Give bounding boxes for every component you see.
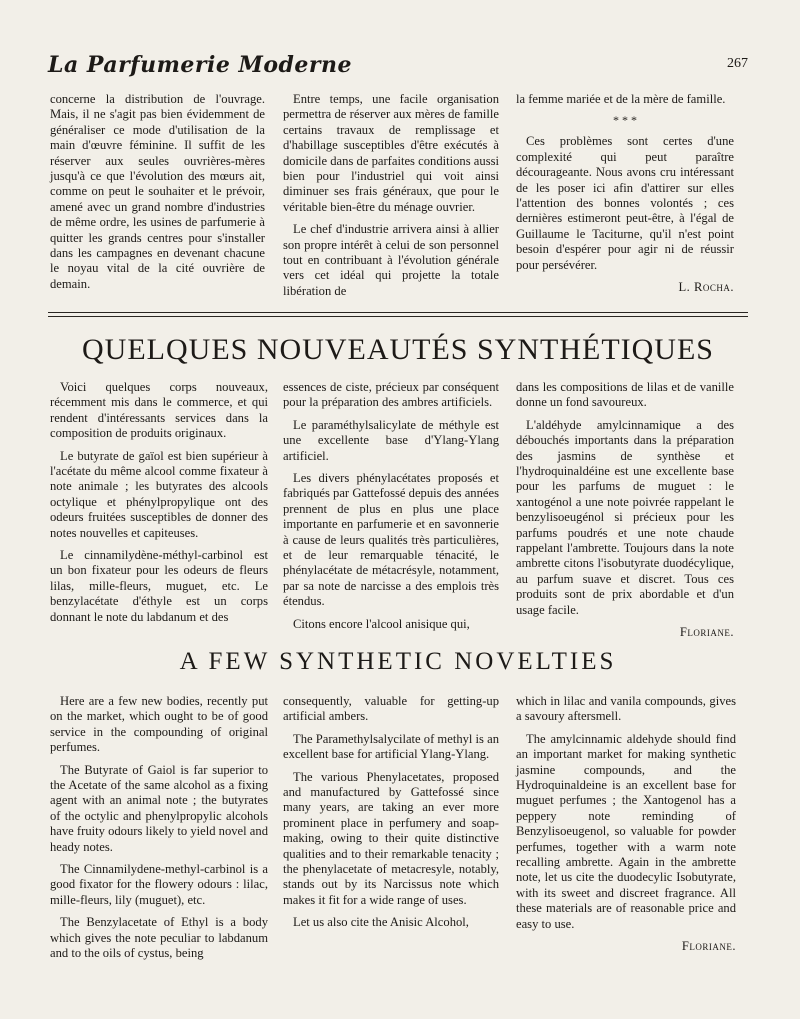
page-number: 267 [727, 56, 748, 71]
english-column-1 [50, 694, 268, 969]
top-column-2 [283, 92, 499, 306]
paragraph: which in lilac and vanila compounds, gives a savoury aftersmell. [516, 694, 736, 724]
paragraph: The amylcinnamic aldehyde should find an important market for making synthetic jasmine compounds, and the Hydroquinaldeine is an excellent base for muguet perfumes ; the Xantogenol has a peppery note reminding of Benzylisoeugenol, so valuable for powder perfumes, together with a warm note recalling ambrette. Again in the ambrette note, let us cite the duodecylic Isobutyrate, with its sweet and discreet fragrance. All these materials are of reasonable price and easy to use. [516, 731, 736, 931]
french-column-3 [516, 380, 734, 648]
paragraph: Let us also cite the Anisic Alcohol, [293, 915, 469, 930]
top-column-3 [516, 92, 734, 302]
paragraph: Ces problèmes sont certes d'une complexité qui peut paraître décourageante. Nous avons cru intéressant de les poser ici afin d'attirer sur elles l'attention des bonnes volontés ; ces dernières estimeront peut-être, à l'égal de Guillaume le Taciturne, qu'il n'est point besoin d'espérer pour agir ni de réussir pour persévérer. [516, 134, 734, 272]
paragraph: Le paraméthylsalicylate de méthyle est une excellente base d'Ylang-Ylang artificiel. [283, 417, 499, 463]
journal-title: La Parfumerie Moderne [48, 52, 353, 78]
french-column-2 [283, 380, 499, 639]
author-signature: Floriane. [681, 939, 736, 954]
paragraph: L'aldéhyde amylcinnamique a des débouchés importants dans la préparation des jasmins de synthèse et l'hydroquinaldéine est une excellente base pour les parfums de muguet : le xantogénol a une note poivrée rappelant le benzylisoeugénol si précieux pour les parfums poudrés et une note chaude rappelant l'ambrette. Toujours dans la note ambrette citons l'isobutyrate duodécylique, au parfum suave et discret. Tous ces produits sont de prix abordable et d'un usage facile. [516, 417, 734, 617]
asterism: * * * [613, 113, 637, 128]
french-article-title: QUELQUES NOUVEAUTÉS SYNTHÉTIQUES [82, 333, 714, 366]
paragraph: essences de ciste, précieux par conséquent pour la préparation des ambres artificiels. [283, 380, 499, 410]
paragraph: concerne la distribution de l'ouvrage. Mais, il ne s'agit pas bien évidemment de généraliser ce mode d'utilisation de la main d'œuvre féminine. Il suffit de les réserver aux seules ouvrières-mères jusqu'à ce que l'évolution des mœurs ait, comme on peut le souhaiter et le prévoir, amené avec un grand nombre d'industries de même ordre, les usines de parfumerie à quitter les grands centres pour s'installer dans les campagnes en devenant chacune le noyau vital de la cité ouvrière de demain. [50, 92, 265, 291]
paragraph: The Cinnamilydene-methyl-carbinol is a good fixator for the flowery odours : lilac, mille-fleurs, lily (muguet), etc. [50, 862, 268, 907]
masthead [48, 48, 748, 88]
author-signature: L. Rocha. [678, 280, 734, 295]
paragraph: The Benzylacetate of Ethyl is a body which gives the note peculiar to labdanum and to the oils of cystus, being [50, 915, 268, 961]
author-signature: Floriane. [679, 625, 734, 640]
paragraph: consequently, valuable for getting-up artificial ambers. [283, 694, 499, 724]
paragraph: la femme mariée et de la mère de famille. [516, 92, 726, 106]
paragraph: The Paramethylsalycilate of methyl is an excellent base for artificial Ylang-Ylang. [283, 731, 499, 762]
paragraph: The Butyrate of Gaiol is far superior to the Acetate of the same alcohol as a fixing agent with an animal note ; the butyrates of the octylic and phenylpropylic alcohols have fruity odours likely to yield novel and heady notes. [50, 762, 268, 854]
paragraph: dans les compositions de lilas et de vanille donne un fond savoureux. [516, 380, 734, 410]
divider-rule [48, 312, 748, 313]
paragraph: Entre temps, une facile organisation permettra de réserver aux mères de famille certains travaux de remplissage et d'habillage susceptibles d'être exécutés à domicile dans de parfaites conditions aussi bien pour l'industriel qui voit ainsi diminuer ses frais généraux, que pour le véritable bien-être du ménage ouvrier. [283, 92, 499, 214]
english-article-title: A FEW SYNTHETIC NOVELTIES [179, 648, 617, 675]
top-column-1 [50, 92, 265, 299]
paragraph: Le cinnamilydène-méthyl-carbinol est un bon fixateur pour les odeurs de fleurs lilas, mille-fleurs, muguet, etc. Le benzylacétate d'éthyle est un corps donnant le note du labdanum et des [50, 548, 268, 624]
paragraph: Le chef d'industrie arrivera ainsi à allier son propre intérêt à celui de son personnel tout en contribuant à l'évolution générale vers cet idéal qui projette la totale libération de [283, 222, 499, 298]
paragraph: Citons encore l'alcool anisique qui, [293, 616, 470, 631]
french-column-1 [50, 380, 268, 632]
paragraph: Voici quelques corps nouveaux, récemment mis dans le commerce, et qui rendent d'intéressants services dans la composition de produits originaux. [50, 380, 268, 441]
english-column-2 [283, 694, 499, 938]
english-column-3 [516, 694, 736, 962]
paragraph: Here are a few new bodies, recently put on the market, which ought to be of good service in the compounding of original perfumes. [50, 694, 268, 755]
paragraph: Le butyrate de gaïol est bien supérieur à l'acétate du même alcool comme fixateur à note animale ; les butyrates des alcools octylique et phénylpropylique ont des odeurs fruitées susceptibles de donner des notes nouvelles et capiteuses. [50, 448, 268, 540]
paragraph: Les divers phénylacétates proposés et fabriqués par Gattefossé depuis des années prennent de plus en plus une place importante en parfumerie et en savonnerie à cause de leurs qualités très particulières, et de leur remarquable ténacité, le phénylacétate de métacrésyle, notamment, par sa note de narcisse a des emplois très étendus. [283, 471, 499, 609]
divider-rule [48, 316, 748, 317]
paragraph: The various Phenylacetates, proposed and manufactured by Gattefossé since many years, are taking an ever more prominent place in perfumery and soap-making, owing to their quite distinctive qualities and to their remarkable tenacity ; the phenylacetate of metacresyle, notably, stands out by its Narcissus note which makes it fit for a wide range of uses. [283, 769, 499, 907]
